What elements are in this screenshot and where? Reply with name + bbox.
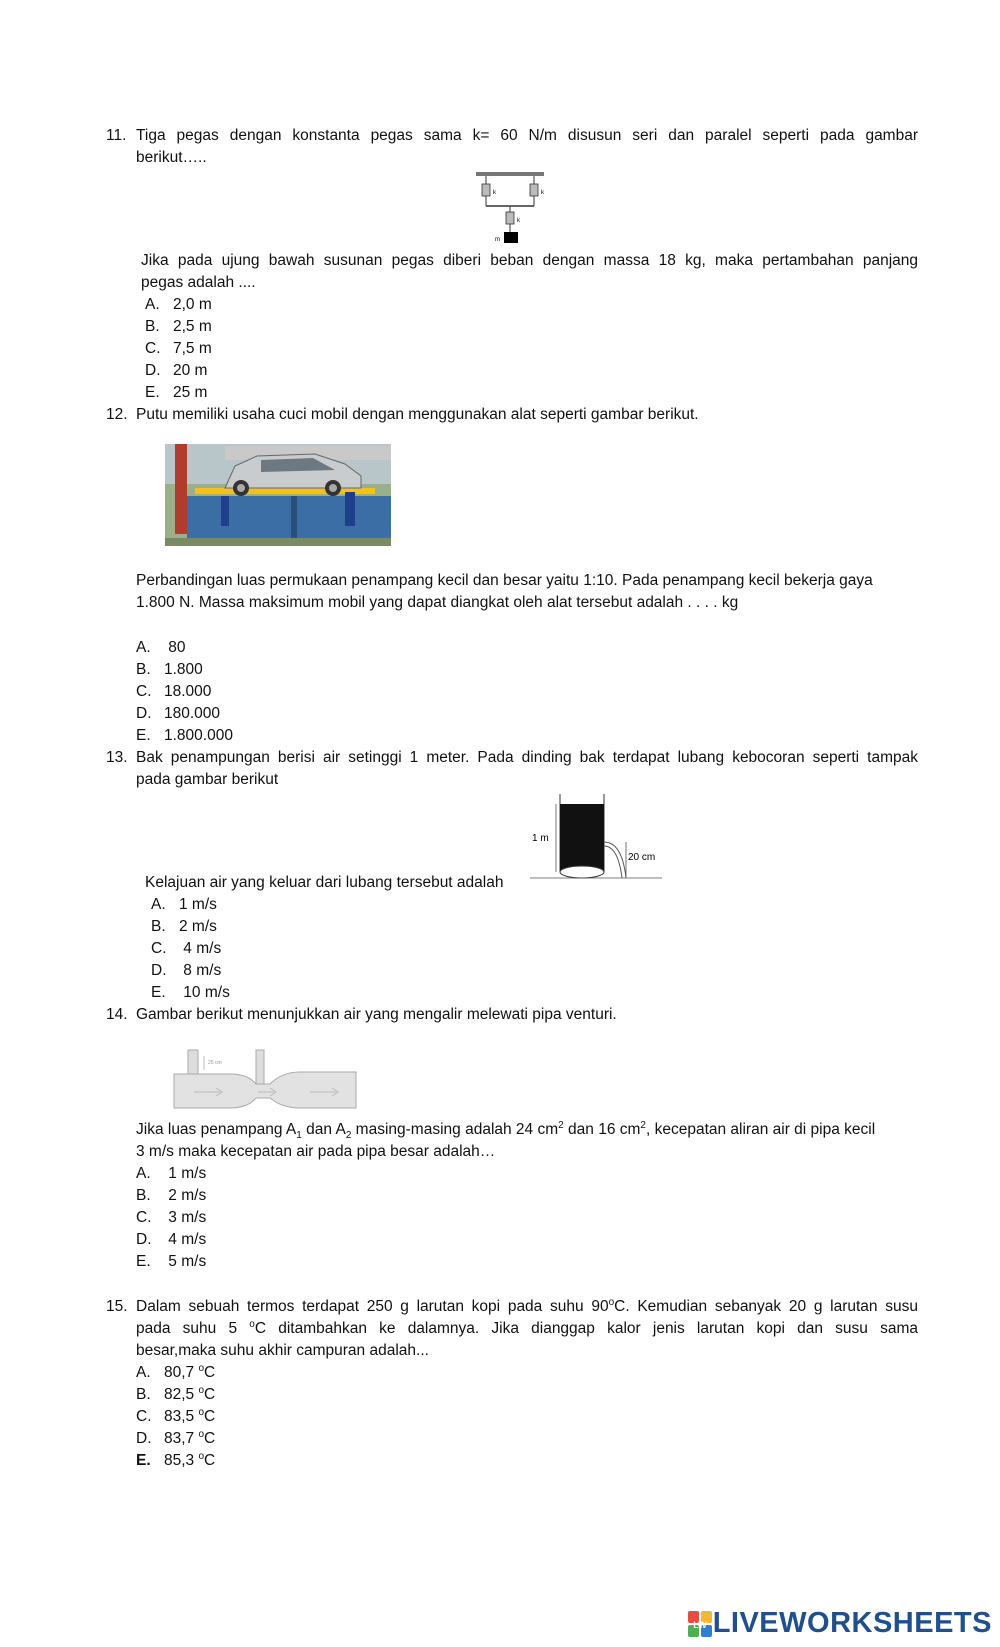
spring-system-figure: [474, 170, 546, 246]
logo-badge-letters: LW: [692, 1619, 707, 1630]
liveworksheets-logo-icon: [687, 1610, 713, 1638]
q11-option-c[interactable]: C. 7,5 m: [145, 340, 212, 357]
venturi-height-label: 25 cm: [208, 1060, 222, 1066]
question-14-number: 14.: [106, 1006, 128, 1023]
water-jet: [604, 842, 626, 878]
car-lift-photo: [165, 444, 391, 546]
question-15-stem-cont: pada suhu 5 $^o$C ditambahkan ke dalamnya. Jika dianggap kalor jenis larutan kopi dan susu sama: [136, 1318, 918, 1337]
question-12-body: Perbandingan luas permukaan penampang kecil dan besar yaitu 1:10. Pada penampang kecil bekerja gaya: [136, 572, 873, 589]
venturi-pipe-figure: [170, 1046, 358, 1114]
question-12-number: 12.: [106, 406, 128, 423]
q12-option-c[interactable]: C. 18.000: [136, 683, 212, 700]
venturi-pipe: [174, 1072, 356, 1108]
question-11-body: Jika pada ujung bawah susunan pegas diberi beban dengan massa 18 kg, maka pertambahan panjang: [141, 252, 918, 269]
q12-option-d[interactable]: D. 180.000: [136, 705, 221, 722]
q15-option-c[interactable]: C. 83,5 $^o$C: [136, 1406, 216, 1425]
q14-option-c[interactable]: C. 3 m/s: [136, 1209, 207, 1226]
question-14-body: Jika luas penampang $A_1$ dan $A_2$ masing-masing adalah 24 $cm^2$ dan 16 $cm^2$, kecepatan aliran air di pipa kecil: [136, 1119, 876, 1142]
q15-option-e[interactable]: E. 85,3 $^o$C: [136, 1450, 216, 1469]
question-13-stem-cont: pada gambar berikut: [136, 771, 279, 788]
question-13-stem: Bak penampungan berisi air setinggi 1 meter. Pada dinding bak terdapat lubang kebocoran seperti tampak: [136, 749, 918, 766]
logo-text: LIVEWORKSHEETS: [712, 1607, 992, 1639]
question-11-stem: Tiga pegas dengan konstanta pegas sama k= 60 N/m disusun seri dan paralel seperti pada gambar: [136, 127, 918, 144]
mass-block: [504, 232, 518, 243]
ceiling-support: [476, 172, 544, 176]
q14-option-b[interactable]: B. 2 m/s: [136, 1187, 207, 1204]
question-13-number: 13.: [106, 749, 128, 766]
manometer-tube-2: [256, 1050, 264, 1084]
spring-bottom: [506, 212, 514, 224]
water-tank-figure: [530, 792, 662, 882]
manometer-tube-1: [188, 1050, 198, 1074]
q14-option-a[interactable]: A. 1 m/s: [136, 1165, 207, 1182]
lift-wall: [187, 496, 391, 538]
question-11-body-cont: pegas adalah ....: [141, 274, 256, 291]
q11-option-d[interactable]: D. 20 m: [145, 362, 208, 379]
q11-option-a[interactable]: A. 2,0 m: [145, 296, 212, 313]
q14-option-e[interactable]: E. 5 m/s: [136, 1253, 207, 1270]
height-label: 1 m: [532, 833, 549, 844]
question-15-stem: Dalam sebuah termos terdapat 250 g larutan kopi pada suhu 90$^o$C. Kemudian sebanyak 20 g larutan susu: [136, 1296, 918, 1315]
q15-option-d[interactable]: D. 83,7 $^o$C: [136, 1428, 216, 1447]
spring-left: [482, 184, 490, 196]
question-12-stem: Putu memiliki usaha cuci mobil dengan menggunakan alat seperti gambar berikut.: [136, 406, 699, 423]
q15-option-a[interactable]: A. 80,7 $^o$C: [136, 1362, 216, 1381]
question-14-stem: Gambar berikut menunjukkan air yang mengalir melewati pipa venturi.: [136, 1006, 617, 1023]
question-11-stem-cont: berikut…..: [136, 149, 207, 166]
q13-option-b[interactable]: B. 2 m/s: [151, 918, 217, 935]
question-12-body-cont: 1.800 N. Massa maksimum mobil yang dapat diangkat oleh alat tersebut adalah . . . . kg: [136, 594, 739, 611]
q11-option-e[interactable]: E. 25 m: [145, 384, 208, 401]
lift-pillar: [175, 444, 187, 534]
q13-option-d[interactable]: D. 8 m/s: [151, 962, 222, 979]
q12-option-a[interactable]: A. 80: [136, 639, 186, 656]
question-15-number: 15.: [106, 1298, 128, 1315]
liveworksheets-logo[interactable]: [687, 1607, 992, 1640]
tank-water: [560, 804, 604, 872]
q13-option-a[interactable]: A. 1 m/s: [151, 896, 217, 913]
question-11-number: 11.: [106, 127, 127, 144]
q15-option-b[interactable]: B. 82,5 $^o$C: [136, 1384, 216, 1403]
spring-right: [530, 184, 538, 196]
q13-option-e[interactable]: E. 10 m/s: [151, 984, 230, 1001]
q13-option-c[interactable]: C. 4 m/s: [151, 940, 222, 957]
question-15-stem-end: besar,maka suhu akhir campuran adalah...: [136, 1342, 429, 1359]
q12-option-e[interactable]: E. 1.800.000: [136, 727, 233, 744]
mass-label: m: [495, 237, 500, 243]
q14-option-d[interactable]: D. 4 m/s: [136, 1231, 207, 1248]
question-14-body-cont: 3 m/s maka kecepatan air pada pipa besar adalah…: [136, 1143, 496, 1160]
q12-option-b[interactable]: B. 1.800: [136, 661, 203, 678]
spring-label-k2: k: [541, 190, 544, 196]
hole-height-label: 20 cm: [628, 852, 656, 863]
q11-option-b[interactable]: B. 2,5 m: [145, 318, 212, 335]
worker-figure: [345, 492, 355, 526]
spring-label-k1: k: [493, 190, 496, 196]
question-13-body: Kelajuan air yang keluar dari lubang tersebut adalah: [145, 874, 504, 891]
spring-label-k3: k: [517, 218, 520, 224]
